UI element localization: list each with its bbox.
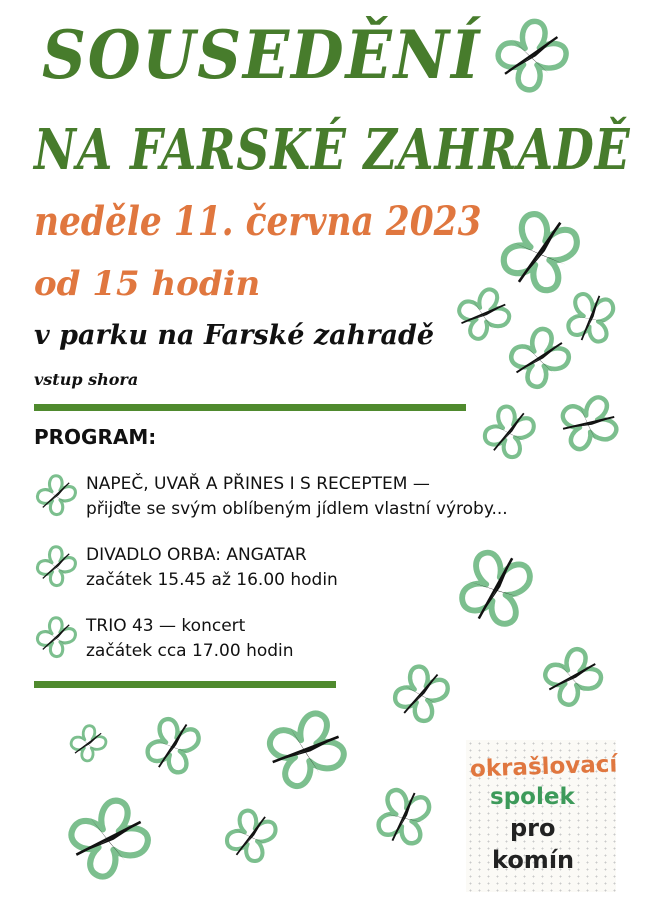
flower-bullet-icon bbox=[34, 616, 78, 660]
divider-top bbox=[34, 404, 466, 411]
flower-icon bbox=[387, 661, 455, 729]
title-line-2: NA FARSKÉ ZAHRADĚ bbox=[34, 117, 631, 183]
logo-line-2: spolek bbox=[490, 784, 575, 810]
flower-icon bbox=[488, 202, 592, 306]
program-item-title: NAPEČ, UVAŘ A PŘINES I S RECEPTEM — bbox=[86, 474, 430, 494]
program-item-detail: začátek cca 17.00 hodin bbox=[86, 641, 294, 661]
flower-icon bbox=[487, 13, 575, 101]
event-date: neděle 11. června 2023 bbox=[34, 198, 482, 245]
flower-icon bbox=[135, 709, 210, 784]
flower-icon bbox=[501, 321, 577, 397]
event-time: od 15 hodin bbox=[34, 264, 261, 304]
flower-icon bbox=[66, 722, 110, 766]
title-line-1: SOUSEDĚNÍ bbox=[42, 16, 482, 94]
program-item bbox=[34, 474, 634, 522]
program-item-detail: začátek 15.45 až 16.00 hodin bbox=[86, 570, 338, 590]
program-item bbox=[34, 545, 634, 593]
flower-icon bbox=[217, 803, 284, 870]
program-heading: PROGRAM: bbox=[34, 425, 157, 449]
event-place: v parku na Farské zahradě bbox=[34, 320, 435, 351]
program-item-title: DIVADLO ORBA: ANGATAR bbox=[86, 545, 307, 565]
flower-icon bbox=[362, 776, 445, 859]
program-item-detail: přijďte se svým oblíbeným jídlem vlastní výroby... bbox=[86, 499, 508, 519]
flower-bullet-icon bbox=[34, 545, 78, 589]
divider-bottom bbox=[34, 681, 336, 688]
flower-bullet-icon bbox=[34, 474, 78, 518]
logo-line-3: pro bbox=[510, 814, 556, 842]
association-logo bbox=[466, 740, 616, 892]
flower-icon bbox=[249, 695, 361, 807]
flower-icon bbox=[476, 400, 542, 466]
logo-line-4: komín bbox=[492, 846, 575, 874]
entry-note: vstup shora bbox=[34, 370, 139, 389]
flower-icon bbox=[533, 639, 611, 717]
program-item-title: TRIO 43 — koncert bbox=[86, 616, 246, 636]
flower-icon bbox=[54, 786, 163, 895]
logo-line-1: okrašlovací bbox=[469, 751, 618, 783]
